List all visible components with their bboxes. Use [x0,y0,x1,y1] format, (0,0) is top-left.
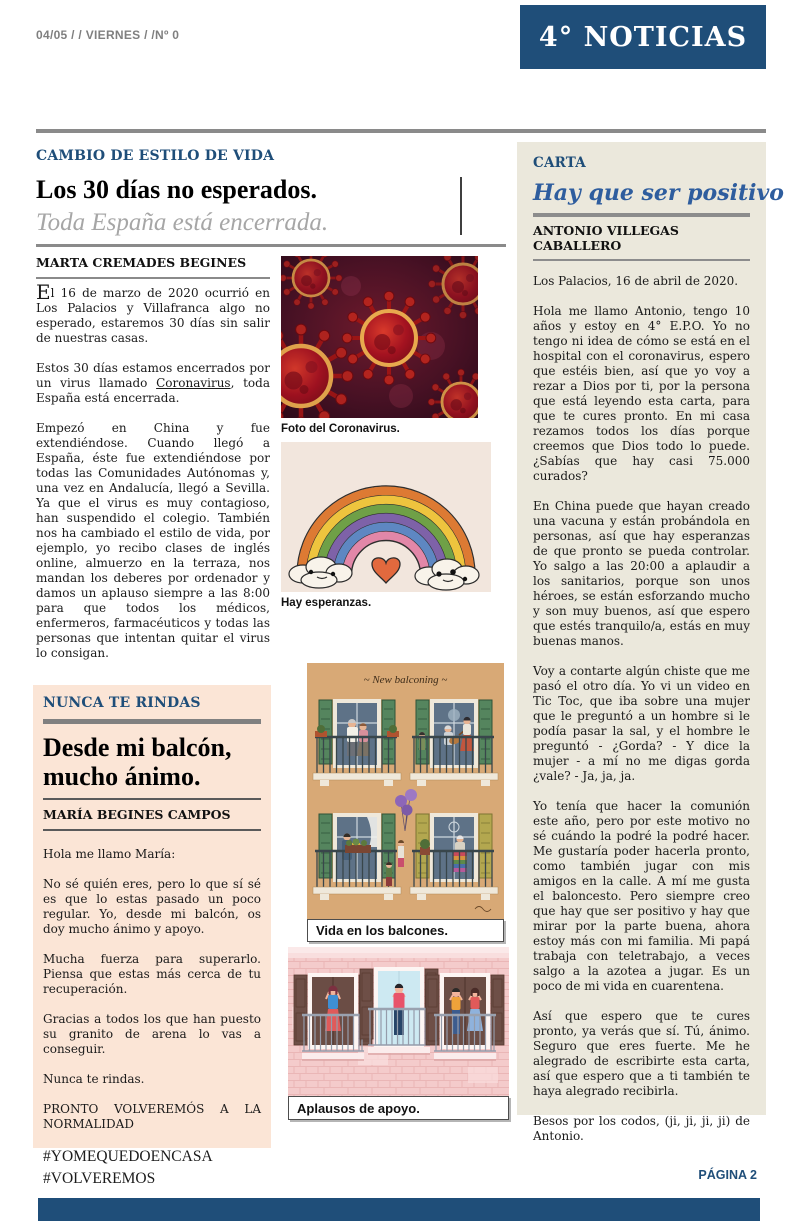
panel-rule-thin-1 [43,798,261,800]
footer-bar [38,1198,760,1221]
panel-rule-thin-2 [43,829,261,831]
applause-illustration-art [288,947,509,1097]
letter-kicker: CARTA [533,155,586,171]
letter-paragraph: Voy a contarte algún chiste que me pasó el otro día. Yo vi un video en Tic Toc, que iba sobre una mujer que le preguntó a un hombre si le podía pasar la sal, y el hombre le preguntó - ¿Gorda? - Y dice la mujer - a mí no me digas gorda ¿vale? - Ja, ja, ja. [533,664,750,783]
letter-paragraph: Los Palacios, 16 de abril de 2020. [533,274,739,288]
balcony-article-headline: Desde mi balcón, mucho ánimo. [43,733,232,792]
drop-cap: E [36,280,51,304]
rainbow-drawing-art [281,442,491,592]
hashtag-line-2: #VOLVEREMOS [43,1170,156,1188]
hashtag-line-1: #YOMEQUEDOENCASA [43,1148,213,1166]
lifestyle-body [36,280,270,676]
letter-byline: ANTONIO VILLEGAS CABALLERO [533,223,679,253]
lifestyle-byline: MARTA CREMADES BEGINES [36,255,247,270]
balcony-unit-guitar [410,699,498,786]
balcony-article-kicker: NUNCA TE RINDAS [43,695,201,711]
balcony-paragraph: PRONTO VOLVEREMÓS A LA NORMALIDAD [43,1102,261,1132]
balcony-illustration [307,663,504,920]
rainbow-caption: Hay esperanzas. [281,597,372,609]
letter-rule-thick [533,213,750,217]
top-rule [36,129,766,133]
balcony-paragraph: Nunca te rindas. [43,1072,145,1087]
lifestyle-headline: Los 30 días no esperados. [36,175,317,204]
coronavirus-underlined-term[interactable]: Coronavirus [156,376,231,390]
rainbow-drawing [281,442,491,592]
coronavirus-photo [281,256,478,418]
masthead-title: 4° NOTICIAS [538,21,748,53]
letter-paragraph: Hola me llamo Antonio, tengo 10 años y estoy en 4° E.P.O. Yo no tengo ni idea de cómo se está en el hospital con el coronavirus, espero que estéis bien, así que yo voy a rezar a Dios por ti, por la persona que está leyendo esta carta, para que te cures pronto. En mi casa rezamos todos los días porque creemos que Dios todo lo puede. ¿Sabías que hay casi 75.000 curados? [533,304,750,483]
applause-caption: Aplausos de apoyo. [297,1100,420,1116]
lifestyle-paragraph-3: Empezó en China y fue extendiéndose. Cuando llegó a España, éste fue extendiéndose por todas las Comunidades Autónomas y, una vez en Andalucía, llegó a Sevilla. Ya que el virus es muy contagioso, han suspendido el colegio. También nos ha cambiado el estilo de vida, por ejemplo, yo recibo clases de inglés online, almuerzo en la terraza, nos mandan los deberes por ordenador y damos un aplauso siempre a las 8:00 para que todos los médicos, enfermeros, farmacéuticos y todas las personas que intentan quitar el virus lo consigan. [36,421,270,660]
balcony-article-body [43,847,261,1189]
lifestyle-paragraph-1: El 16 de marzo de 2020 ocurrió en Los Palacios y Villafranca algo no esperado, estaremos 30 días sin salir de nuestras casas. [36,280,270,345]
balcony-caption-box [307,919,504,942]
letter-article-panel [517,142,784,1143]
balcony-paragraph: No sé quién eres, pero lo que sí sé es que lo estas pasado un poco regular. Yo, desde mi balcón, os doy mucho ánimo y apoyo. [43,877,261,937]
letter-rule-thin [533,259,750,261]
header-dateline: 04/05 / / VIERNES / /Nº 0 [36,28,180,42]
lifestyle-kicker: CAMBIO DE ESTILO DE VIDA [36,148,275,164]
letter-paragraph: Besos por los codos, (ji, ji, ji, ji) de Antonio. [533,1114,750,1143]
balcony-illustration-art [307,663,504,920]
letter-headline: Hay que ser positivo [533,180,784,206]
letter-paragraph: Así que espero que te cures pronto, ya verás que sí. Tú, ánimo. Seguro que eres fuerte. Me he alegrado de escribirte esta carta, así que espero que a ti también te haya alegrado recibirla. [533,1009,750,1098]
balcony-article-panel [33,685,271,1188]
panel-rule-thick [43,719,261,724]
balcony-unit-dancing-couple [313,699,401,786]
balcony-paragraph: Gracias a todos los que han puesto su granito de arena lo vas a conseguir. [43,1012,261,1057]
balcony-caption: Vida en los balcones. [316,923,448,938]
coronavirus-caption: Foto del Coronavirus. [281,423,400,435]
headline-divider [460,177,462,235]
applause-caption-box [288,1096,509,1120]
applause-illustration [288,947,509,1097]
letter-body [533,274,750,1144]
letter-paragraph: En China puede que hayan creado una vacuna y están probándola en personas, así que hay esperanzas de que pronto se pueda controlar. Yo salgo a las 20:00 a aplaudir a los sanitarios, porque son unos héroes, se están esforzando mucho y son muy buenos, así que espero que estés tranquilo/a, estás en muy buenas manos. [533,499,750,648]
coronavirus-photo-art [281,256,478,418]
letter-paragraph: Yo tenía que hacer la comunión este año, pero por este motivo no sé cuándo la podré la podré hacer. Me gustaría poder hacerla pronto, como también jugar con mis amigos en la calle. A mí me gusta el baloncesto. Pero siempre creo que hay que ser positivo y hay que mirar por la parte buena, ahora estoy más con mi familia. Mi papá trabaja con teletrabajo, a veces salgo a la azotea a jugar. Es un poco de mi vida en cuarentena. [533,799,750,993]
balcony-paragraph: Mucha fuerza para superarlo. Piensa que estas más cerca de tu recuperación. [43,952,261,997]
balcony-unit-grandma [410,813,498,900]
masthead-banner [520,5,766,69]
lifestyle-subhead: Toda España está encerrada. [36,209,329,236]
balcony-illustration-title: ~ New balconing ~ [363,674,448,686]
balcony-article-byline: MARÍA BEGINES CAMPOS [43,807,231,823]
headline-rule [36,244,506,247]
balcony-paragraph: Hola me llamo María: [43,847,176,862]
byline-rule [36,277,270,279]
page-number-label: PÁGINA 2 [698,1168,757,1182]
lifestyle-paragraph-2: Estos 30 días estamos encerrados por un virus llamado Coronavirus, toda España está encerrada. [36,361,270,405]
